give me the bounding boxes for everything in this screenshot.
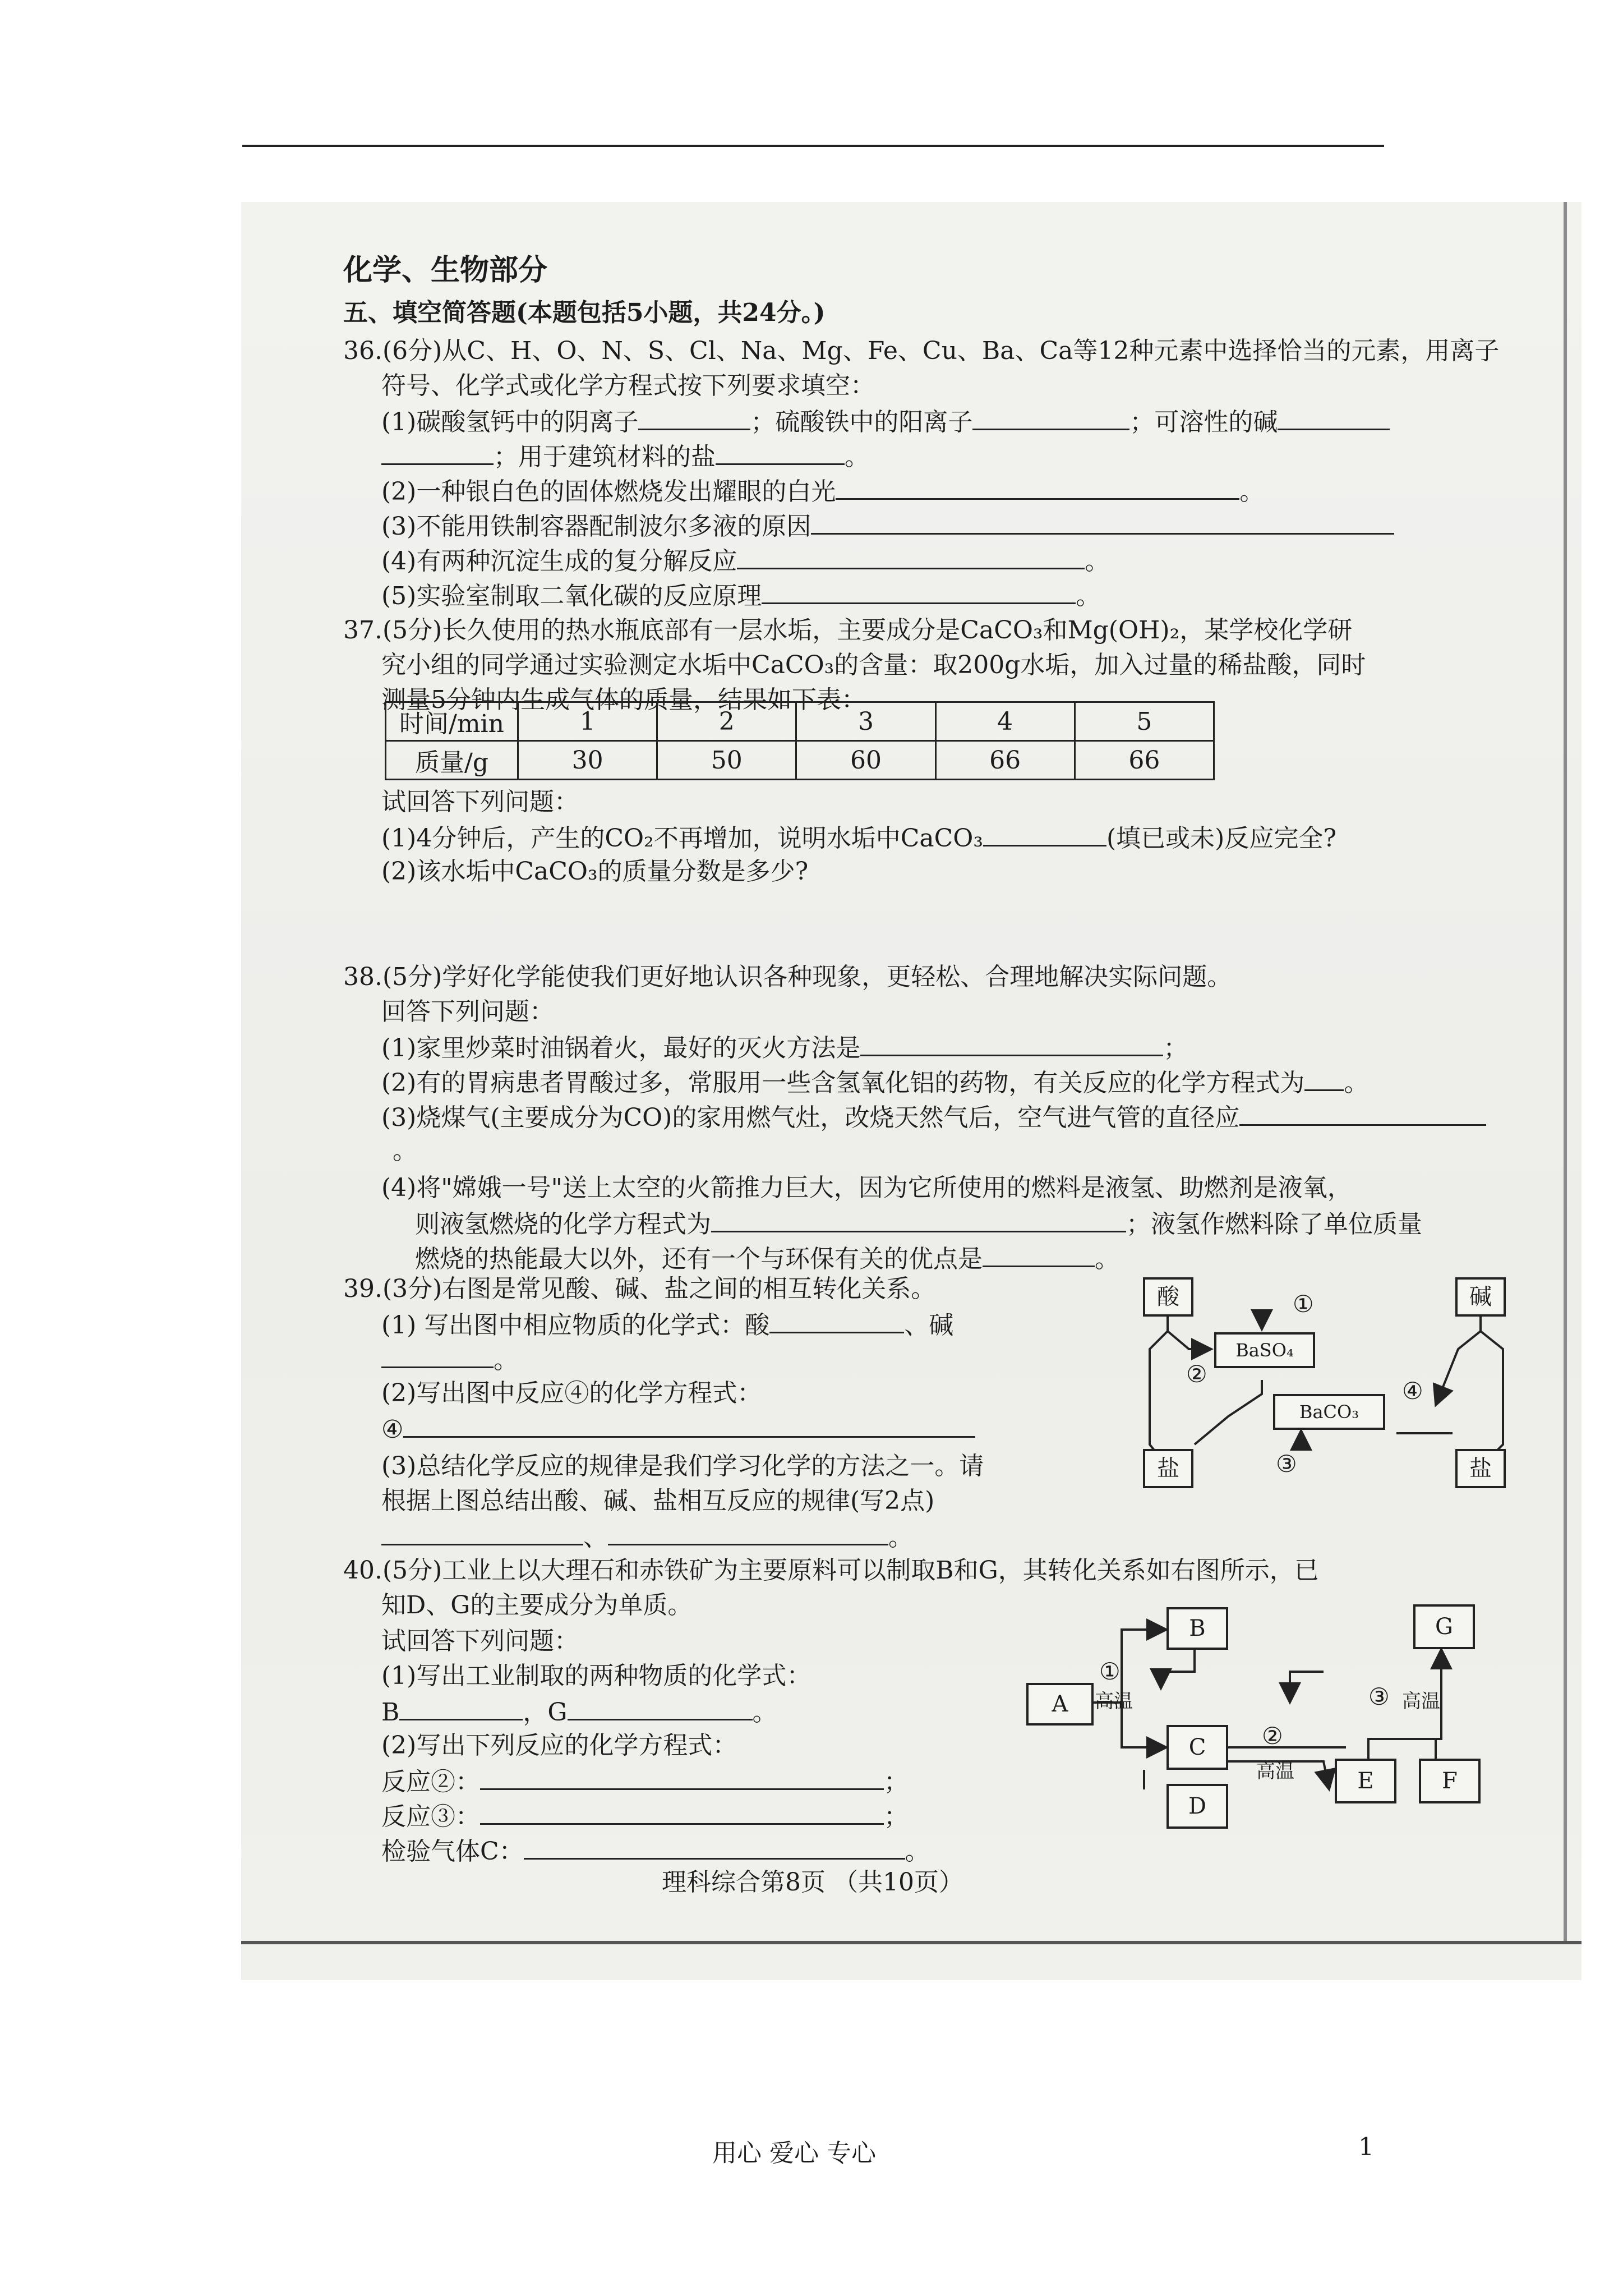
answer-blank[interactable] (403, 1411, 975, 1438)
q38-part-2: (2)有的胃病患者胃酸过多，常服用一些含氢氧化铝的药物，有关反应的化学方程式为 。 (381, 1065, 1368, 1100)
q40-g-label: ，G (523, 1698, 568, 1727)
conversion-diagram (1009, 1599, 1492, 1834)
q37-stem-1: 37.(5分)长久使用的热水瓶底部有一层水垢，主要成分是CaCO₃和Mg(OH)₂，某学校化学研 (343, 616, 1353, 645)
q37-ask: 试回答下列问题： (381, 788, 579, 816)
q38-part-3-cont: 。 (393, 1137, 417, 1165)
reaction-label-1: ① (1099, 1658, 1121, 1685)
answer-blank[interactable] (399, 1694, 523, 1720)
table-cell: 5 (1075, 702, 1214, 741)
answer-blank[interactable] (860, 1030, 1163, 1056)
node-e: E (1335, 1759, 1396, 1803)
node-a: A (1026, 1683, 1094, 1726)
answer-blank[interactable] (381, 439, 494, 465)
answer-blank[interactable] (972, 404, 1129, 430)
node-g: G (1413, 1604, 1475, 1649)
table-cell: 60 (796, 741, 935, 780)
q36-p1-label-b: ；硫酸铁中的阳离子 (750, 408, 973, 436)
q36-p5-label: (5)实验室制取二氧化碳的反应原理 (381, 582, 762, 610)
answer-blank[interactable] (983, 820, 1106, 846)
q36-p1-label-c: ；可溶性的碱 (1129, 408, 1278, 436)
condition-high-temp: 高温 (1095, 1690, 1133, 1713)
part-heading: 五、填空简答题(本题包括5小题，共24分。) (343, 298, 826, 327)
q37-part-2: (2)该水垢中CaCO₃的质量分数是多少? (381, 857, 809, 886)
answer-blank[interactable] (480, 1764, 884, 1790)
q37-part-1 (381, 820, 1336, 855)
q39-p1-label: (1) 写出图中相应物质的化学式：酸 (381, 1311, 770, 1340)
answer-blank[interactable] (381, 1519, 583, 1545)
answer-blank[interactable] (737, 543, 1085, 569)
condition-high-temp: 高温 (1402, 1690, 1440, 1713)
answer-blank[interactable] (711, 1206, 1126, 1232)
q39-part-2-answer (381, 1411, 975, 1447)
q37-p1-label-b: (填已或未)反应完全? (1106, 824, 1336, 853)
q37-p1-label: (1)4分钟后，产生的CO₂不再增加，说明水垢中CaCO₃ (381, 824, 983, 853)
table-row (386, 702, 1214, 741)
q38-p2-label: (2)有的胃病患者胃酸过多，常服用一些含氢氧化铝的药物，有关反应的化学方程式为 (381, 1069, 1305, 1097)
table-cell: 2 (657, 702, 796, 741)
scan-edge-right (1564, 202, 1567, 1941)
q36-part-1 (381, 404, 1390, 439)
reaction-label-2: ② (1262, 1722, 1283, 1750)
reaction-label-2: ② (1186, 1360, 1207, 1388)
q39-part-1-cont: 。 (381, 1342, 518, 1377)
answer-blank[interactable] (638, 404, 750, 430)
table-cell: 66 (935, 741, 1075, 780)
q37-stem-2: 究小组的同学通过实验测定水垢中CaCO₃的含量：取200g水垢，加入过量的稀盐酸，同时 (381, 651, 1366, 679)
answer-blank[interactable] (568, 1694, 753, 1720)
q38-part-4: (4)将"嫦娥一号"送上太空的火箭推力巨大，因为它所使用的燃料是液氢、助燃剂是液氧， (381, 1174, 1352, 1202)
q36-p1-label-d: ；用于建筑材料的盐 (494, 443, 716, 471)
table-row (386, 741, 1214, 780)
q37-data-table (385, 701, 1215, 780)
answer-blank[interactable] (836, 473, 1239, 500)
q38-p4-label-b: 则液氢燃烧的化学方程式为 (415, 1210, 711, 1239)
q38-p4-label-c: ；液氢作燃料除了单位质量 (1126, 1210, 1422, 1239)
q38-part-4-c: 燃烧的热能最大以外，还有一个与环保有关的优点是 。 (415, 1241, 1119, 1276)
table-cell: 3 (796, 702, 935, 741)
table-header-cell: 质量/g (386, 741, 518, 780)
q36-stem-1: 36.(6分)从C、H、O、N、S、Cl、Na、Mg、Fe、Cu、Ba、Ca等12种元素中选择恰当的元素，用离子 (343, 337, 1500, 365)
scan-edge-bottom (241, 1941, 1581, 1944)
node-f: F (1419, 1759, 1481, 1803)
acid-base-salt-diagram (1133, 1265, 1525, 1517)
footer-page-number: 1 (1358, 2133, 1374, 2161)
table-header-cell: 时间/min (386, 702, 518, 741)
baco3-box: BaCO₃ (1273, 1394, 1385, 1430)
q38-p4-label-d: 燃烧的热能最大以外，还有一个与环保有关的优点是 (415, 1245, 983, 1273)
reaction-label-3: ③ (1368, 1683, 1390, 1710)
answer-blank[interactable] (1278, 404, 1390, 430)
answer-blank[interactable] (608, 1519, 888, 1545)
q36-part-1-cont: ；用于建筑材料的盐 。 (381, 439, 869, 474)
table-cell: 4 (935, 702, 1075, 741)
table-cell: 30 (518, 741, 657, 780)
q39-part-2: (2)写出图中反应④的化学方程式： (381, 1379, 762, 1407)
q36-p2-label: (2)一种银白色的固体燃烧发出耀眼的白光 (381, 477, 836, 506)
condition-high-temp: 高温 (1256, 1760, 1294, 1783)
q39-p1-label-b: 、碱 (904, 1311, 954, 1340)
q36-part-2: (2)一种银白色的固体燃烧发出耀眼的白光 。 (381, 473, 1264, 509)
q40-b-label: B (381, 1698, 400, 1727)
answer-blank[interactable] (1239, 1099, 1486, 1126)
q39-part-3-answer: 、 。 (381, 1519, 913, 1554)
q38-stem-1: 38.(5分)学好化学能使我们更好地认识各种现象，更轻松、合理地解决实际问题。 (343, 963, 1232, 991)
table-cell: 1 (518, 702, 657, 741)
answer-blank[interactable] (983, 1241, 1095, 1267)
q39-p2-number: ④ (381, 1415, 404, 1444)
page-number-label: 理科综合第8页 （共10页） (662, 1868, 963, 1897)
q40-test-label: 检验气体C： (381, 1837, 524, 1866)
q40-reaction-3: 反应③： ； (381, 1798, 909, 1834)
answer-blank[interactable] (716, 439, 845, 465)
q40-stem-2: 知D、G的主要成分为单质。 (381, 1591, 693, 1619)
q38-part-3 (381, 1099, 1486, 1135)
reaction-label-1: ① (1293, 1290, 1314, 1318)
node-d: D (1166, 1784, 1228, 1829)
q38-part-4-b (415, 1206, 1422, 1241)
q40-test-gas: 检验气体C： 。 (381, 1833, 930, 1869)
q40-reaction-2: 反应②： ； (381, 1764, 909, 1799)
reaction-label-3: ③ (1276, 1450, 1297, 1478)
q38-stem-2: 回答下列问题： (381, 997, 554, 1026)
q40-part-1: (1)写出工业制取的两种物质的化学式： (381, 1662, 811, 1690)
q36-stem-2: 符号、化学式或化学方程式按下列要求填空： (381, 371, 875, 400)
answer-blank[interactable] (762, 578, 1076, 604)
q39-part-1 (381, 1307, 953, 1342)
q37-stem-3: 测量5分钟内生成气体的质量，结果如下表： (381, 685, 866, 714)
q38-part-1: (1)家里炒菜时油锅着火，最好的灭火方法是 ； (381, 1030, 1188, 1065)
q40-stem-1: 40.(5分)工业上以大理石和赤铁矿为主要原料可以制取B和G，其转化关系如右图所示，已 (343, 1556, 1319, 1585)
q39-part-3: (3)总结化学反应的规律是我们学习化学的方法之一。请 (381, 1452, 984, 1480)
acid-box: 酸 (1143, 1277, 1193, 1317)
salt-box-left: 盐 (1143, 1449, 1193, 1488)
q40-ask: 试回答下列问题： (381, 1627, 579, 1655)
footer-motto: 用心 爱心 专心 (712, 2139, 876, 2168)
q39-part-3-b: 根据上图总结出酸、碱、盐相互反应的规律(写2点) (381, 1487, 935, 1515)
answer-blank[interactable] (480, 1798, 884, 1825)
table-cell: 66 (1075, 741, 1214, 780)
q36-p4-label: (4)有两种沉淀生成的复分解反应 (381, 547, 737, 576)
q39-stem: 39.(3分)右图是常见酸、碱、盐之间的相互转化关系。 (343, 1274, 936, 1303)
answer-blank[interactable] (811, 508, 1394, 535)
answer-blank[interactable] (769, 1307, 904, 1333)
q36-p1-label: (1)碳酸氢钙中的阴离子 (381, 408, 639, 436)
header-rule (242, 145, 1384, 147)
node-c: C (1166, 1725, 1228, 1770)
q40-part-1-answer: B ，G 。 (381, 1694, 777, 1729)
reaction-label-4: ④ (1402, 1377, 1423, 1405)
section-title: 化学、生物部分 (343, 253, 548, 287)
salt-box-right: 盐 (1455, 1449, 1506, 1488)
q40-r2-label: 反应②： (381, 1768, 480, 1796)
node-b: B (1166, 1607, 1228, 1650)
baso4-box: BaSO₄ (1214, 1332, 1315, 1368)
q36-p3-label: (3)不能用铁制容器配制波尔多液的原因 (381, 512, 811, 541)
q40-r3-label: 反应③： (381, 1802, 480, 1831)
q36-part-3 (381, 508, 1394, 544)
answer-blank[interactable] (1304, 1065, 1344, 1091)
q36-part-5: (5)实验室制取二氧化碳的反应原理 。 (381, 578, 1100, 613)
base-box: 碱 (1455, 1277, 1506, 1317)
table-cell: 50 (657, 741, 796, 780)
answer-blank[interactable] (524, 1833, 905, 1860)
answer-blank[interactable] (381, 1342, 494, 1368)
q40-part-2: (2)写出下列反应的化学方程式： (381, 1731, 737, 1760)
q36-part-4: (4)有两种沉淀生成的复分解反应 。 (381, 543, 1109, 578)
q38-p3-label: (3)烧煤气(主要成分为CO)的家用燃气灶，改烧天然气后，空气进气管的直径应 (381, 1103, 1240, 1132)
q38-p1-label: (1)家里炒菜时油锅着火，最好的灭火方法是 (381, 1034, 861, 1062)
